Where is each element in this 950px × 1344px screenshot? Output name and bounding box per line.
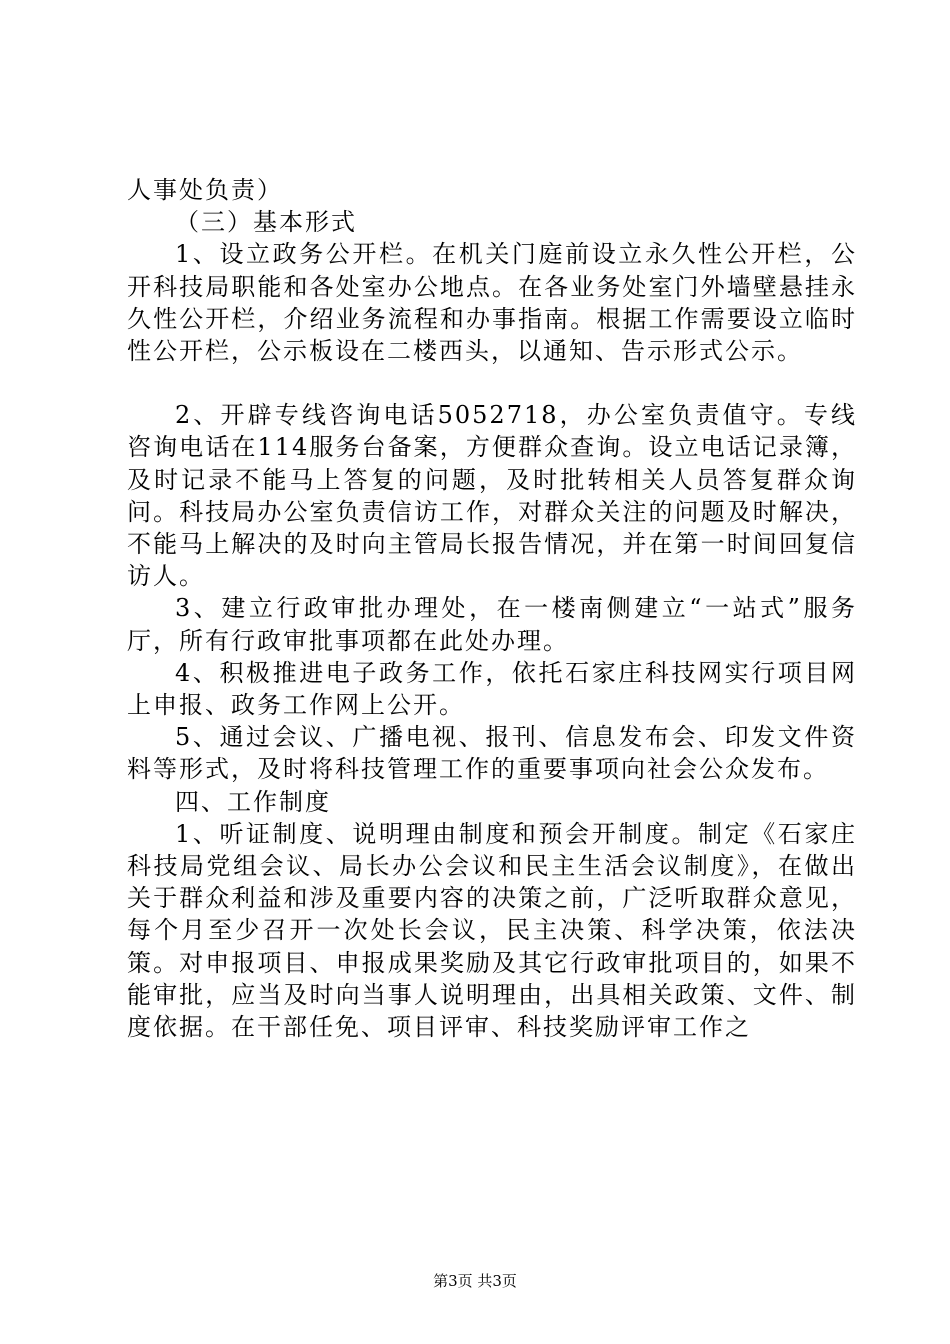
paragraph-item-2: 2、开辟专线咨询电话5052718，办公室负责值守。专线咨询电话在114服务台备案，方便群众查询。设立电话记录簿，及时记录不能马上答复的问题，及时批转相关人员答复群众询问。科技局办公室负责信访工作，对群众关注的问题及时解决，不能马上解决的及时向主管局长报告情况，并在第一时间回复信访人。 (127, 401, 857, 591)
section-heading-work-system: 四、工作制度 (175, 787, 331, 816)
paragraph-continuation: 人事处负责） (127, 176, 283, 204)
paragraph-system-1: 1、听证制度、说明理由制度和预会开制度。制定《石家庄科技局党组会议、局长办公会议和民主生活会议制度》，在做出关于群众利益和涉及重要内容的决策之前，广泛听取群众意见，每个月至少召开一次处长会议，民主决策、科学决策，依法决策。对申报项目、申报成果奖励及其它行政审批项目的，如果不能审批，应当及时向当事人说明理由，出具相关政策、文件、制度依据。在干部任免、项目评审、科技奖励评审工作之 (127, 819, 857, 1042)
paragraph-item-3: 3、建立行政审批办理处，在一楼南侧建立“一站式”服务厅，所有行政审批事项都在此处办理。 (127, 594, 857, 655)
paragraph-item-5: 5、通过会议、广播电视、报刊、信息发布会、印发文件资料等形式，及时将科技管理工作的重要事项向社会公众发布。 (127, 723, 857, 784)
page-footer: 第3页 共3页 (433, 1272, 517, 1290)
paragraph-item-4: 4、积极推进电子政务工作，依托石家庄科技网实行项目网上申报、政务工作网上公开。 (127, 658, 857, 720)
section-heading-basic-forms: （三）基本形式 (175, 208, 357, 237)
paragraph-item-1: 1、设立政务公开栏。在机关门庭前设立永久性公开栏，公开科技局职能和各处室办公地点。在各业务处室门外墙壁悬挂永久性公开栏，介绍业务流程和办事指南。根据工作需要设立临时性公开栏，公示板设在二楼西头，以通知、告示形式公示。 (127, 240, 857, 366)
document-body (127, 174, 857, 1043)
